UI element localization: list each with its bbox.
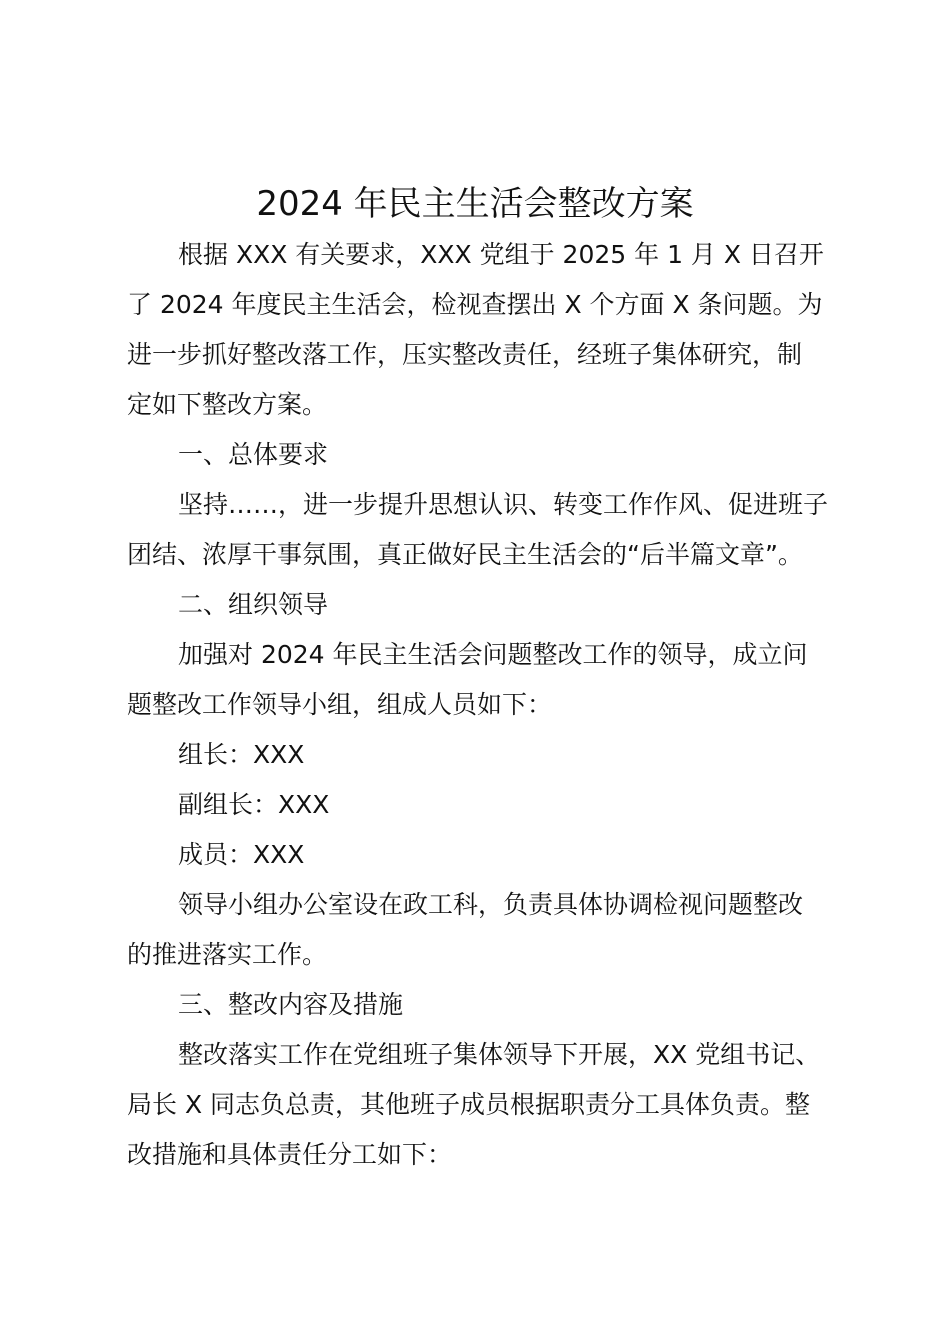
section-heading: 三、整改内容及措施: [178, 990, 404, 1019]
paragraph-line: 定如下整改方案。: [127, 390, 328, 419]
paragraph-line: 整改落实工作在党组班子集体领导下开展，XX 党组书记、: [178, 1040, 821, 1069]
paragraph-line: 团结、浓厚干事氛围，真正做好民主生活会的“后半篇文章”。: [127, 540, 803, 569]
paragraph-line: 坚持……，进一步提升思想认识、转变工作作风、促进班子: [178, 490, 829, 519]
paragraph-line: 领导小组办公室设在政工科，负责具体协调检视问题整改: [178, 890, 804, 919]
document-title: 2024 年民主生活会整改方案: [256, 184, 694, 224]
document-body: [127, 230, 837, 1180]
section-heading: 二、组织领导: [178, 590, 329, 619]
paragraph-line: 题整改工作领导小组，组成人员如下：: [127, 690, 553, 719]
member-line: 副组长：XXX: [178, 790, 330, 819]
paragraph-line: 进一步抓好整改落工作，压实整改责任，经班子集体研究，制: [127, 340, 803, 369]
paragraph-line: 改措施和具体责任分工如下：: [127, 1140, 453, 1169]
paragraph-line: 根据 XXX 有关要求，XXX 党组于 2025 年 1 月 X 日召开: [178, 240, 824, 269]
member-line: 组长：XXX: [178, 740, 305, 769]
member-line: 成员：XXX: [178, 840, 305, 869]
paragraph-line: 局长 X 同志负总责，其他班子成员根据职责分工具体负责。整: [127, 1090, 811, 1119]
section-heading: 一、总体要求: [178, 440, 329, 469]
paragraph-line: 的推进落实工作。: [127, 940, 328, 969]
paragraph-line: 加强对 2024 年民主生活会问题整改工作的领导，成立问: [178, 640, 808, 669]
paragraph-line: 了 2024 年度民主生活会，检视查摆出 X 个方面 X 条问题。为: [127, 290, 823, 319]
